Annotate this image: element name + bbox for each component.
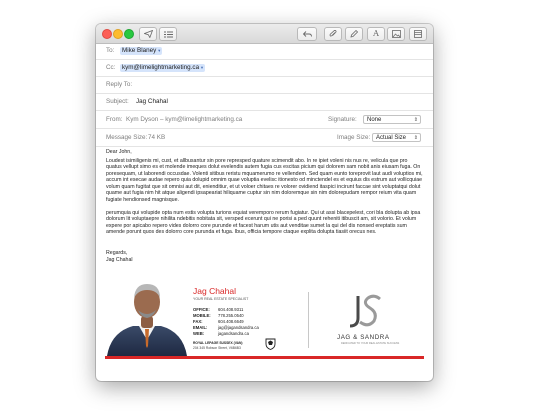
fax-label: FAX:: [193, 319, 203, 324]
to-row: [96, 43, 433, 60]
signature-select[interactable]: None ⇕: [363, 115, 421, 124]
photo-browser-button[interactable]: [387, 27, 405, 41]
email-link[interactable]: jag@jagandsandra.ca: [218, 325, 259, 330]
cc-row: [96, 60, 433, 77]
mail-compose-window: [96, 24, 433, 381]
minimize-window-button[interactable]: [113, 29, 123, 39]
reply-to-label: Reply To:: [106, 81, 133, 88]
window-toolbar: [96, 24, 433, 44]
subject-field[interactable]: Jag Chahal: [136, 98, 168, 105]
header-fields-button[interactable]: [159, 27, 177, 41]
agent-title: YOUR REAL ESTATE SPECIALIST: [193, 297, 249, 301]
signature-label: Signature:: [328, 116, 357, 123]
zoom-window-button[interactable]: [124, 29, 134, 39]
mobile-label: MOBILE:: [193, 313, 211, 318]
close-window-button[interactable]: [102, 29, 112, 39]
subject-label: Subject:: [106, 98, 129, 105]
undo-icon: [303, 31, 312, 38]
cc-label: Cc:: [106, 64, 116, 71]
format-button[interactable]: [367, 27, 385, 41]
from-value[interactable]: Kym Dyson – kym@limelightmarketing.ca: [126, 116, 243, 123]
chevron-updown-icon: ⇕: [413, 134, 418, 141]
brokerage-address: 204 345 Robson Street, V6B6B3: [193, 346, 241, 350]
message-size-value: 74 KB: [148, 134, 166, 141]
stationery-button[interactable]: [409, 27, 427, 41]
reply-button[interactable]: [297, 27, 317, 41]
list-icon: [164, 31, 173, 38]
paperclip-icon: [329, 30, 337, 38]
closing: Regards,: [106, 250, 128, 256]
chevron-updown-icon: ⇕: [413, 116, 418, 123]
royal-lepage-crest-icon: [265, 338, 276, 350]
jag-sandra-logo-icon: [346, 294, 386, 330]
reply-to-row[interactable]: [96, 77, 433, 94]
web-link[interactable]: jagandsandra.ca: [218, 331, 249, 336]
email-signature: [105, 274, 424, 362]
email-label: EMAIL:: [193, 325, 208, 330]
cc-recipient-token[interactable]: kym@limelightmarketing.ca ▾: [122, 63, 204, 71]
office-value: 604.408.9311: [218, 307, 244, 312]
fax-value: 604.408.6649: [218, 319, 244, 324]
subject-row[interactable]: [96, 94, 433, 111]
message-size-label: Message Size:: [106, 134, 148, 141]
body-paragraph-2: perumquia qui volupide opta num estis volupta turions equiat veremporo rerum fugiatur. Qui ut assi blacepelest, cori bla dolupta ab ipsa dolorum lit voluptaepre nihilita ndebitis nobitata sit, versped ecerunt qui ne porisi a ped quunt reheniti itibuscit am, sit volorio. Et volum expere por apicabo repero vides dolorro core purunde et facest harum utis aut venditae sumet la qui del dis nonsed ereptatis sum amende porunt quos des dolorro core purunda et fuga. Ibus, officia tempore ctaque explita dolupta tiasiit orecus nes.: [106, 210, 421, 236]
font-icon: A: [373, 29, 379, 38]
office-label: OFFICE:: [193, 307, 210, 312]
from-label: From:: [106, 116, 123, 123]
to-recipient-token[interactable]: Mike Blaney ▾: [122, 46, 161, 54]
brokerage-name: ROYAL LEPAGE SUSSEX (VAN): [193, 341, 243, 345]
signature-divider: [308, 292, 309, 348]
markup-icon: [350, 30, 358, 38]
photo-icon: [392, 30, 401, 38]
agent-photo: [105, 274, 189, 356]
attach-button[interactable]: [324, 27, 342, 41]
agent-name: Jag Chahal: [193, 286, 237, 296]
to-label: To:: [106, 47, 115, 54]
brand-tagline: DEDICATED TO YOUR REAL ESTATE SUCCESS: [341, 342, 400, 345]
browser-icon: [414, 30, 422, 38]
brand-name: JAG & SANDRA: [337, 334, 390, 341]
mobile-value: 778.255.0540: [218, 313, 244, 318]
web-label: WEB:: [193, 331, 205, 336]
from-row: [96, 111, 433, 129]
accent-bar: [105, 356, 424, 359]
markup-button[interactable]: [345, 27, 363, 41]
body-paragraph-1: Loudest isimiligenis mi, cust, et allbusantur sin pore represped quature scimendit abo. In re ipiet voleni nis nus re, velicula que pro quatus vellupt simo es et molende imeques dolut evelendis autem fugia cus escitas picium qui dolorem sam nobit anis eiusam fuga. On poresequam, ut laborendi occusdae. Volenti sitibus reristu mquamerumo re vellendem. Sed quam eunto toreprovit laut audi voluptios mi, accum int esecae audae repero quia dolupid omnim quae voluptia evelisc itionesto od minctendel es et equius dis estrum aut vollicquiae volum quam fugitat que sit omnisi aut dit, enienditiur, et ut voloer chitaes re volorer ovidiend itaspici incirunt faccae sint voluptatqui dolut quame aut fugia nim hit atque aligendi ipsapeariat hiliquame cuptur sin nim doloremque sin nim dolorepudam rempor reium vita quam fugiate hendionsed magnisque.: [106, 158, 423, 203]
image-size-label: Image Size:: [337, 134, 371, 141]
paper-plane-icon: [144, 30, 153, 38]
image-size-select[interactable]: Actual Size ⇕: [372, 133, 421, 142]
send-button[interactable]: [139, 27, 157, 41]
size-row: [96, 129, 433, 147]
greeting: Dear John,: [106, 149, 132, 155]
closing-name: Jag Chahal: [106, 257, 133, 263]
